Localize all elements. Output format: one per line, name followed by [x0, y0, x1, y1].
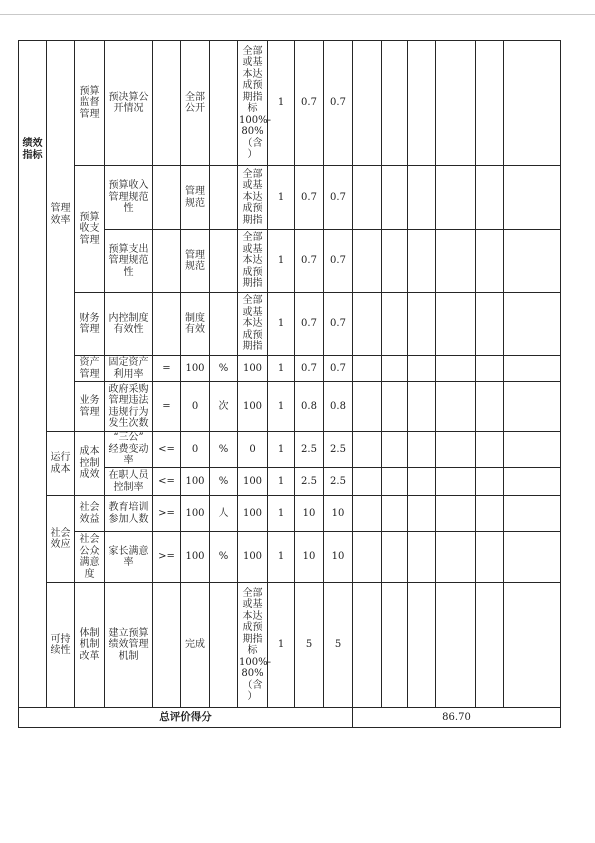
value-cell: 1 [268, 468, 295, 496]
blank-cell [382, 432, 408, 468]
unit-cell: % [210, 356, 238, 382]
blank-cell [476, 432, 504, 468]
value-cell: 2.5 [295, 468, 324, 496]
blank-cell [476, 496, 504, 532]
indicator-name-cell: “三公” 经费变动 率 [105, 432, 153, 468]
total-value-cell: 86.70 [353, 708, 561, 728]
level2-category-cell: 社会 效应 [47, 496, 75, 583]
blank-cell [353, 583, 382, 708]
unit-cell [210, 41, 238, 166]
blank-cell [476, 583, 504, 708]
value-cell: 0.8 [324, 382, 353, 432]
value-cell: 0.7 [295, 356, 324, 382]
blank-cell [408, 583, 436, 708]
page-top-edge [0, 14, 595, 15]
level3-category-cell: 预算 收支 管理 [75, 166, 105, 293]
level3-category-cell: 社会 公众 满意 度 [75, 532, 105, 583]
blank-cell [476, 356, 504, 382]
target-cell: 制度 有效 [181, 293, 210, 356]
blank-cell [436, 432, 476, 468]
blank-cell [382, 41, 408, 166]
table-row [19, 432, 561, 468]
level2-category-cell: 可持 续性 [47, 583, 75, 708]
target-cell: 100 [181, 468, 210, 496]
blank-cell [504, 382, 561, 432]
blank-cell [476, 293, 504, 356]
blank-cell [504, 41, 561, 166]
blank-cell [408, 356, 436, 382]
comparator-cell: = [153, 382, 181, 432]
blank-cell [504, 432, 561, 468]
indicator-name-cell: 预决算公 开情况 [105, 41, 153, 166]
comparator-cell [153, 41, 181, 166]
value-cell: 1 [268, 583, 295, 708]
total-label-cell: 总评价得分 [19, 708, 353, 728]
blank-cell [382, 166, 408, 230]
target-cell: 100 [181, 356, 210, 382]
total-row [19, 708, 561, 728]
blank-cell [382, 356, 408, 382]
value-cell: 1 [268, 293, 295, 356]
target-cell: 完成 [181, 583, 210, 708]
indicator-name-cell: 教育培训 参加人数 [105, 496, 153, 532]
completion-cell: 100 [238, 382, 268, 432]
value-cell: 1 [268, 230, 295, 293]
value-cell: 1 [268, 41, 295, 166]
target-cell: 管理 规范 [181, 230, 210, 293]
value-cell: 0.7 [324, 41, 353, 166]
blank-cell [504, 356, 561, 382]
indicator-name-cell: 在职人员 控制率 [105, 468, 153, 496]
unit-cell [210, 166, 238, 230]
blank-cell [353, 382, 382, 432]
evaluation-table [18, 40, 561, 728]
indicator-name-cell: 预算收入 管理规范 性 [105, 166, 153, 230]
value-cell: 0.7 [324, 230, 353, 293]
value-cell: 1 [268, 532, 295, 583]
indicator-name-cell: 内控制度 有效性 [105, 293, 153, 356]
blank-cell [408, 41, 436, 166]
indicator-name-cell: 政府采购 管理违法 违规行为 发生次数 [105, 382, 153, 432]
blank-cell [436, 468, 476, 496]
blank-cell [436, 496, 476, 532]
completion-cell: 100 [238, 496, 268, 532]
value-cell: 1 [268, 432, 295, 468]
blank-cell [504, 166, 561, 230]
blank-cell [504, 583, 561, 708]
level3-category-cell: 预算 监督 管理 [75, 41, 105, 166]
unit-cell: % [210, 532, 238, 583]
value-cell: 2.5 [324, 468, 353, 496]
value-cell: 1 [268, 356, 295, 382]
completion-cell: 100 [238, 532, 268, 583]
target-cell: 100 [181, 496, 210, 532]
value-cell: 0.7 [295, 293, 324, 356]
blank-cell [408, 496, 436, 532]
unit-cell: % [210, 468, 238, 496]
value-cell: 0.7 [295, 41, 324, 166]
blank-cell [436, 382, 476, 432]
blank-cell [382, 468, 408, 496]
blank-cell [353, 356, 382, 382]
level3-category-cell: 成本 控制 成效 [75, 432, 105, 496]
blank-cell [436, 532, 476, 583]
blank-cell [382, 496, 408, 532]
blank-cell [408, 230, 436, 293]
value-cell: 0.7 [295, 230, 324, 293]
comparator-cell: <= [153, 468, 181, 496]
comparator-cell [153, 583, 181, 708]
blank-cell [476, 166, 504, 230]
unit-cell [210, 293, 238, 356]
blank-cell [436, 41, 476, 166]
level3-category-cell: 财务 管理 [75, 293, 105, 356]
table-row [19, 496, 561, 532]
blank-cell [353, 468, 382, 496]
value-cell: 0.7 [324, 356, 353, 382]
blank-cell [382, 532, 408, 583]
blank-cell [353, 432, 382, 468]
value-cell: 2.5 [295, 432, 324, 468]
value-cell: 1 [268, 496, 295, 532]
blank-cell [504, 293, 561, 356]
value-cell: 0.7 [324, 166, 353, 230]
unit-cell: 人 [210, 496, 238, 532]
blank-cell [408, 468, 436, 496]
blank-cell [382, 293, 408, 356]
blank-cell [353, 293, 382, 356]
value-cell: 2.5 [324, 432, 353, 468]
table-row [19, 583, 561, 708]
blank-cell [353, 41, 382, 166]
target-cell: 0 [181, 432, 210, 468]
blank-cell [382, 230, 408, 293]
level2-category-cell: 管理 效率 [47, 41, 75, 432]
completion-cell: 全部 或基 本达 成预 期指 [238, 166, 268, 230]
blank-cell [408, 293, 436, 356]
level3-category-cell: 资产 管理 [75, 356, 105, 382]
completion-cell: 100 [238, 356, 268, 382]
level3-category-cell: 社会 效益 [75, 496, 105, 532]
indicator-name-cell: 预算支出 管理规范 性 [105, 230, 153, 293]
blank-cell [408, 166, 436, 230]
table-row [19, 293, 561, 356]
level1-category-cell: 绩效 指标 [19, 41, 47, 708]
blank-cell [382, 583, 408, 708]
indicator-name-cell: 固定资产 利用率 [105, 356, 153, 382]
blank-cell [476, 41, 504, 166]
level3-category-cell: 体制 机制 改革 [75, 583, 105, 708]
blank-cell [436, 583, 476, 708]
blank-cell [476, 468, 504, 496]
comparator-cell: >= [153, 532, 181, 583]
level3-category-cell: 业务 管理 [75, 382, 105, 432]
target-cell: 0 [181, 382, 210, 432]
unit-cell: % [210, 432, 238, 468]
completion-cell: 全部 或基 本达 成预 期指 标 100%- 80% （含 ） [238, 583, 268, 708]
table-row [19, 166, 561, 230]
value-cell: 1 [268, 166, 295, 230]
value-cell: 5 [324, 583, 353, 708]
blank-cell [353, 496, 382, 532]
comparator-cell: <= [153, 432, 181, 468]
blank-cell [436, 293, 476, 356]
completion-cell: 全部 或基 本达 成预 期指 [238, 230, 268, 293]
completion-cell: 全部 或基 本达 成预 期指 [238, 293, 268, 356]
indicator-name-cell: 建立预算 绩效管理 机制 [105, 583, 153, 708]
completion-cell: 0 [238, 432, 268, 468]
table-row [19, 382, 561, 432]
completion-cell: 100 [238, 468, 268, 496]
indicator-name-cell: 家长满意 率 [105, 532, 153, 583]
unit-cell: 次 [210, 382, 238, 432]
comparator-cell: >= [153, 496, 181, 532]
value-cell: 0.8 [295, 382, 324, 432]
value-cell: 5 [295, 583, 324, 708]
target-cell: 100 [181, 532, 210, 583]
table-row [19, 41, 561, 166]
blank-cell [382, 382, 408, 432]
blank-cell [353, 230, 382, 293]
comparator-cell: = [153, 356, 181, 382]
blank-cell [353, 166, 382, 230]
unit-cell [210, 230, 238, 293]
blank-cell [476, 382, 504, 432]
level2-category-cell: 运行 成本 [47, 432, 75, 496]
blank-cell [408, 532, 436, 583]
comparator-cell [153, 293, 181, 356]
target-cell: 全部 公开 [181, 41, 210, 166]
table-row [19, 532, 561, 583]
value-cell: 10 [324, 496, 353, 532]
value-cell: 1 [268, 382, 295, 432]
blank-cell [408, 432, 436, 468]
blank-cell [353, 532, 382, 583]
unit-cell [210, 583, 238, 708]
blank-cell [408, 382, 436, 432]
blank-cell [504, 532, 561, 583]
blank-cell [436, 356, 476, 382]
blank-cell [436, 230, 476, 293]
blank-cell [476, 532, 504, 583]
completion-cell: 全部 或基 本达 成预 期指 标 100%- 80% （含 ） [238, 41, 268, 166]
blank-cell [504, 496, 561, 532]
target-cell: 管理 规范 [181, 166, 210, 230]
value-cell: 10 [295, 496, 324, 532]
table-row [19, 356, 561, 382]
value-cell: 0.7 [295, 166, 324, 230]
blank-cell [504, 230, 561, 293]
blank-cell [504, 468, 561, 496]
value-cell: 0.7 [324, 293, 353, 356]
blank-cell [476, 230, 504, 293]
comparator-cell [153, 166, 181, 230]
comparator-cell [153, 230, 181, 293]
value-cell: 10 [295, 532, 324, 583]
blank-cell [436, 166, 476, 230]
value-cell: 10 [324, 532, 353, 583]
